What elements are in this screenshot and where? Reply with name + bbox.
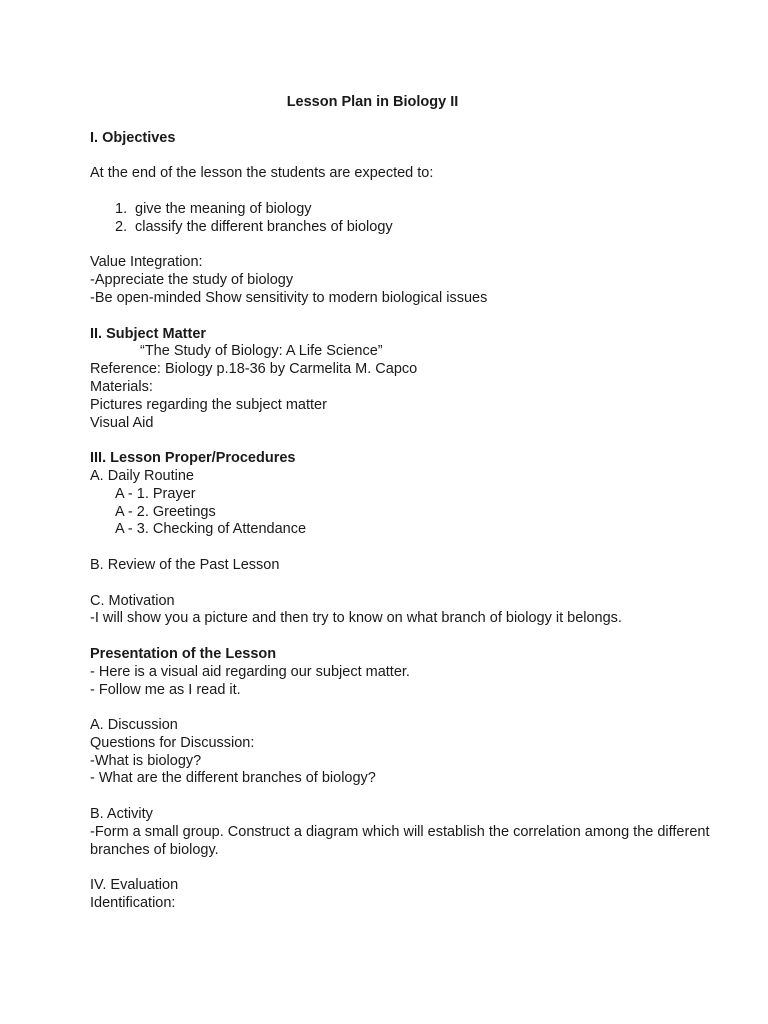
materials-label: Materials: bbox=[90, 378, 153, 395]
presentation-heading: Presentation of the Lesson bbox=[90, 645, 277, 662]
activity-text: -Form a small group. Construct a diagram which will establish the correlation among the different branches of biology. bbox=[90, 823, 710, 858]
objective-text: give the meaning of biology bbox=[135, 200, 312, 217]
subject-matter-heading: II. Subject Matter bbox=[90, 325, 207, 342]
objectives-intro: At the end of the lesson the students are expected to: bbox=[90, 165, 434, 182]
spacer bbox=[90, 539, 730, 557]
evaluation-label: Identification: bbox=[90, 895, 176, 912]
discussion-question: - What are the different branches of biology? bbox=[90, 770, 376, 787]
objective-item bbox=[90, 219, 730, 237]
spacer bbox=[90, 183, 730, 201]
evaluation-heading: IV. Evaluation bbox=[90, 877, 179, 894]
motivation-text: -I will show you a picture and then try to know on what branch of biology it belongs. bbox=[90, 610, 622, 627]
routine-item: A - 2. Greetings bbox=[115, 503, 216, 520]
value-integration-heading: Value Integration: bbox=[90, 254, 203, 271]
spacer bbox=[90, 112, 730, 130]
value-item: -Appreciate the study of biology bbox=[90, 272, 294, 289]
objective-number: 2. bbox=[115, 218, 128, 235]
discussion-question: -What is biology? bbox=[90, 752, 202, 769]
spacer bbox=[90, 432, 730, 450]
objective-item bbox=[90, 201, 730, 219]
presentation-line: - Here is a visual aid regarding our subject matter. bbox=[90, 663, 410, 680]
objectives-heading: I. Objectives bbox=[90, 129, 176, 146]
spacer bbox=[90, 699, 730, 717]
material-item: Pictures regarding the subject matter bbox=[90, 396, 327, 413]
daily-routine-heading: A. Daily Routine bbox=[90, 467, 194, 484]
spacer bbox=[90, 237, 730, 255]
procedures-heading: III. Lesson Proper/Procedures bbox=[90, 450, 296, 467]
subject-reference: Reference: Biology p.18-36 by Carmelita M. Capco bbox=[90, 361, 418, 378]
activity-heading: B. Activity bbox=[90, 806, 153, 823]
spacer bbox=[90, 859, 730, 877]
motivation-heading: C. Motivation bbox=[90, 592, 175, 609]
routine-item: A - 1. Prayer bbox=[115, 485, 196, 502]
routine-item: A - 3. Checking of Attendance bbox=[115, 521, 307, 538]
page-title: Lesson Plan in Biology II bbox=[286, 94, 459, 110]
subject-topic: “The Study of Biology: A Life Science” bbox=[140, 343, 383, 360]
spacer bbox=[90, 575, 730, 593]
document-page bbox=[90, 92, 730, 913]
value-item: -Be open-minded Show sensitivity to modern biological issues bbox=[90, 289, 488, 306]
discussion-heading: A. Discussion bbox=[90, 717, 178, 734]
spacer bbox=[90, 148, 730, 166]
material-item: Visual Aid bbox=[90, 414, 154, 431]
spacer bbox=[90, 788, 730, 806]
presentation-line: - Follow me as I read it. bbox=[90, 681, 241, 698]
objective-text: classify the different branches of biology bbox=[135, 218, 393, 235]
spacer bbox=[90, 308, 730, 326]
objective-number: 1. bbox=[115, 200, 128, 217]
discussion-label: Questions for Discussion: bbox=[90, 734, 255, 751]
review-heading: B. Review of the Past Lesson bbox=[90, 556, 280, 573]
spacer bbox=[90, 628, 730, 646]
